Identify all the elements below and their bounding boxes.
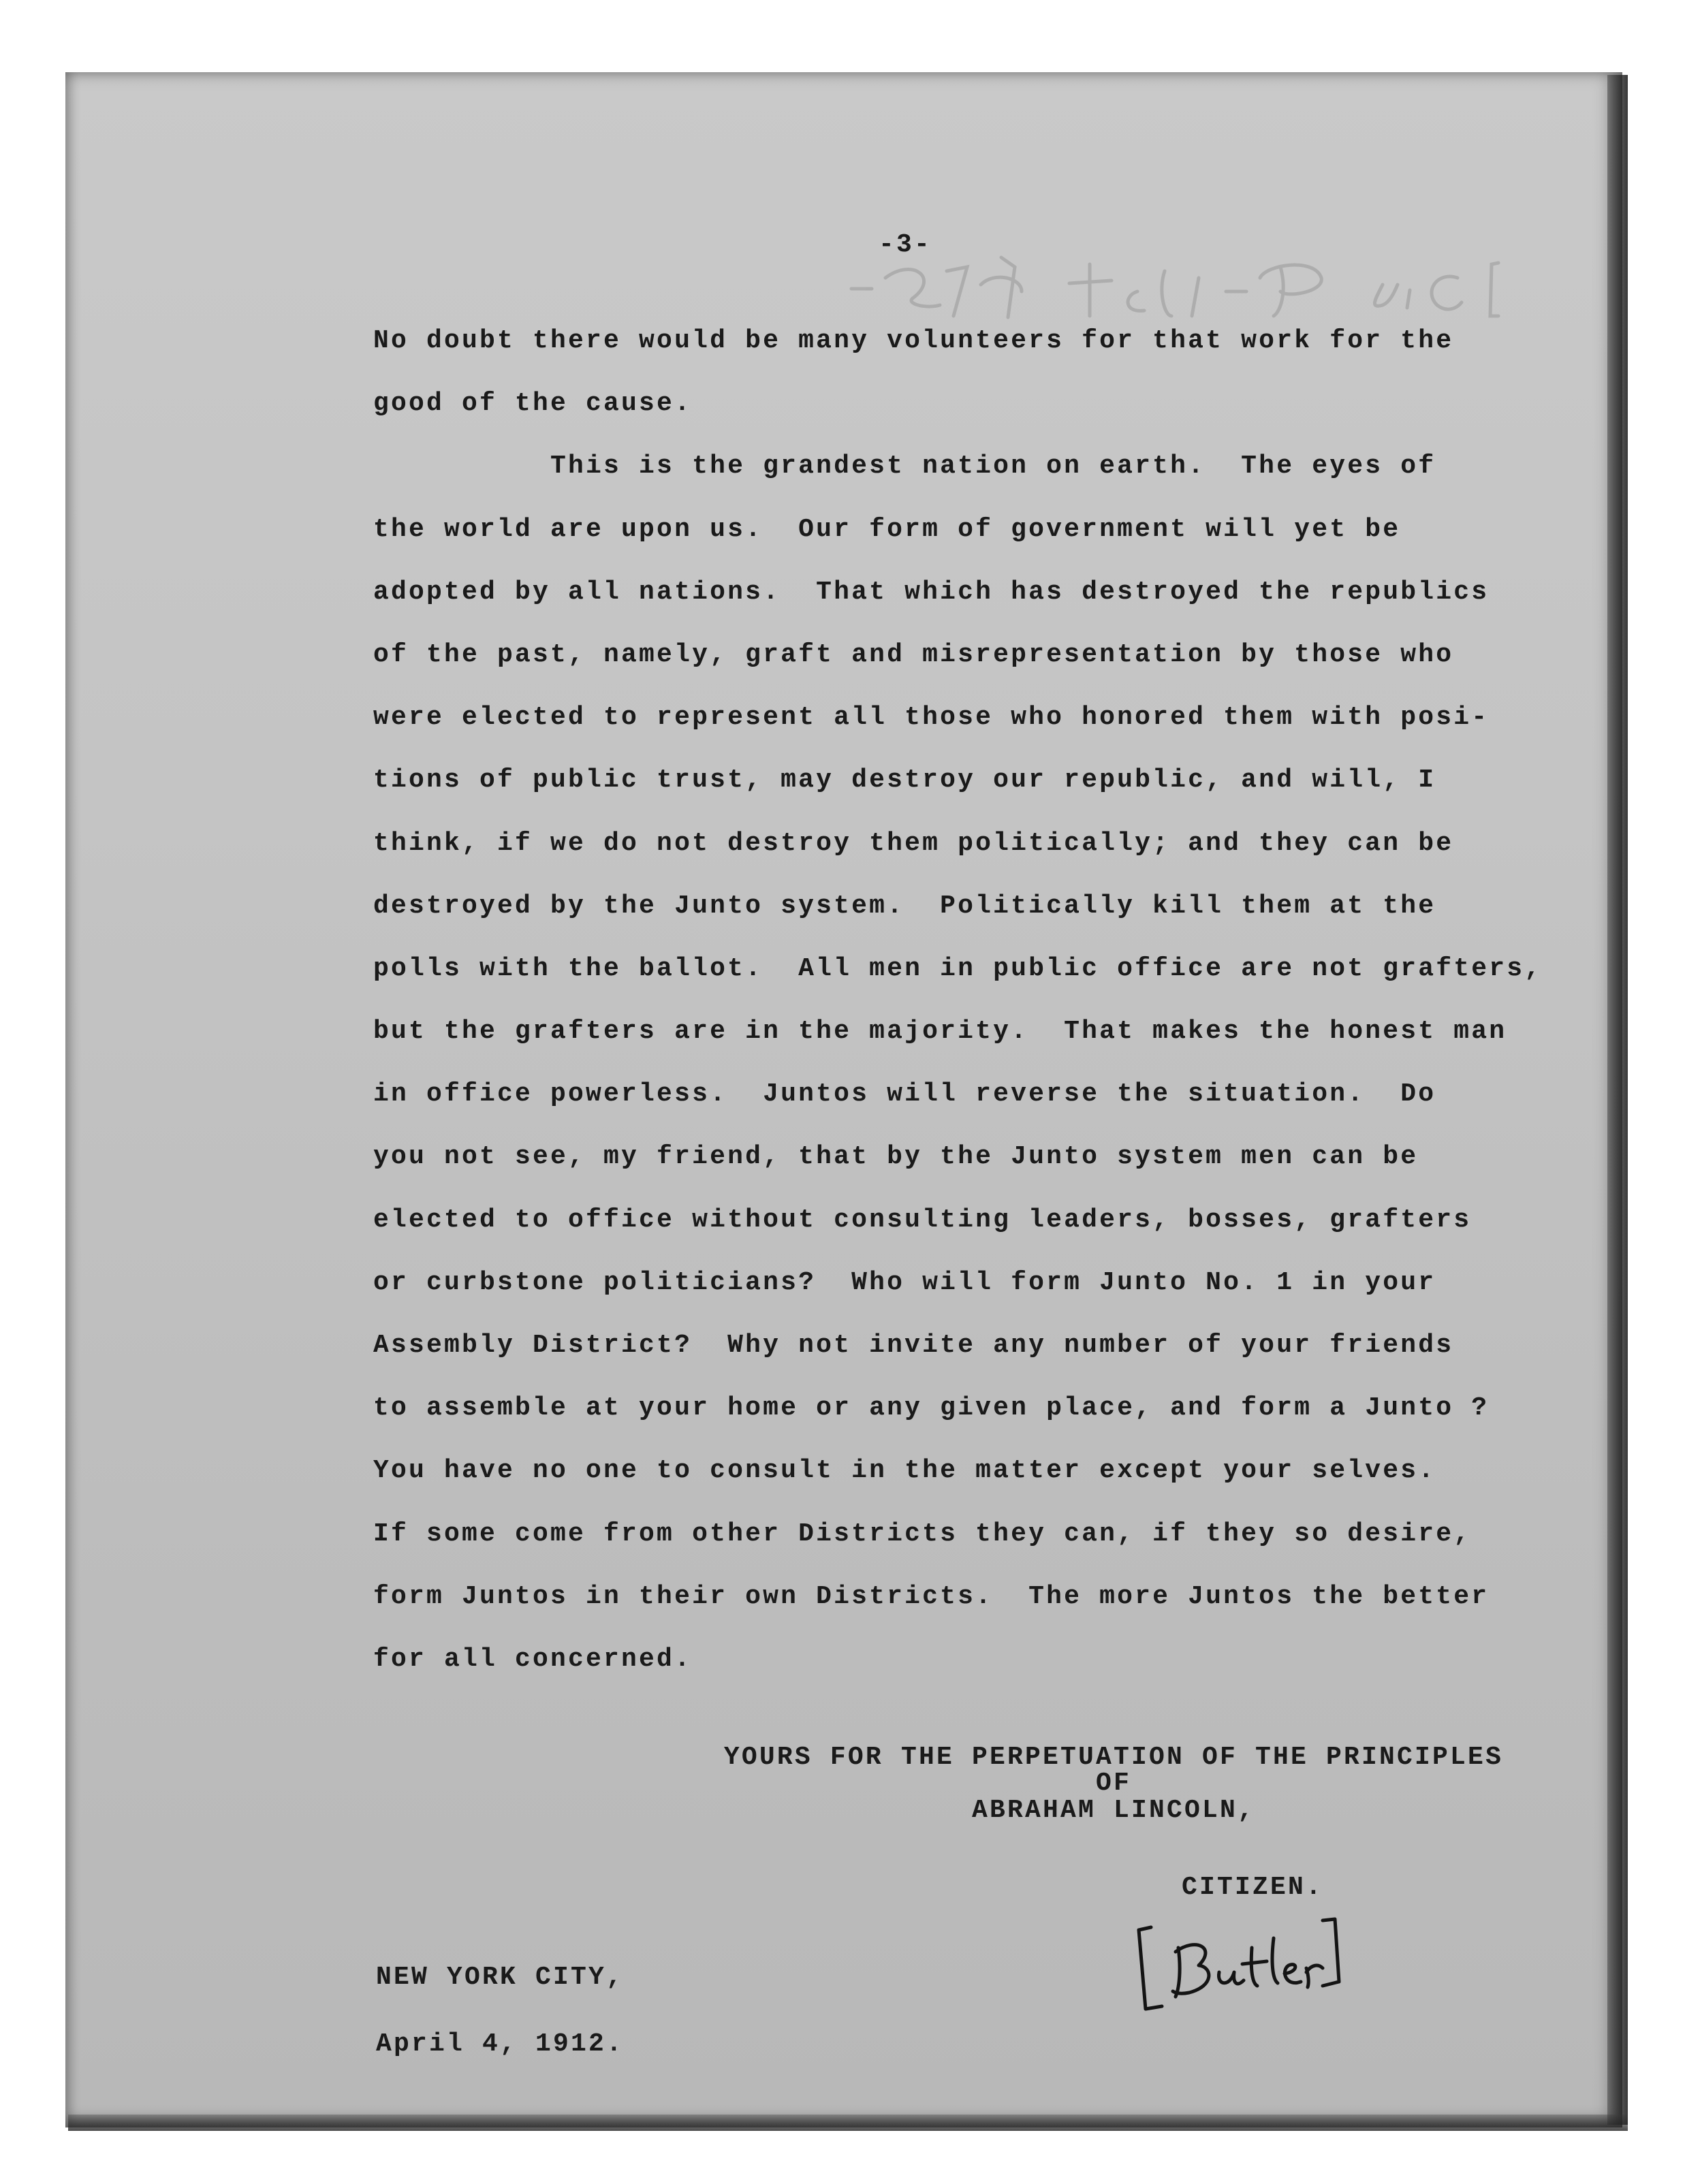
body-line: form Juntos in their own Districts. The more Juntos the better: [373, 1581, 1490, 1611]
letter-body: [373, 326, 1542, 1707]
body-line: but the grafters are in the majority. That makes the honest man: [373, 1017, 1507, 1047]
signoff-citizen: CITIZEN.: [1182, 1873, 1324, 1902]
page-bottom-shadow: [68, 2115, 1628, 2131]
page-edge-shadow: [1607, 75, 1628, 2125]
handwritten-signature: [1131, 1907, 1349, 2016]
body-line: elected to office without consulting leaders, bosses, grafters: [373, 1205, 1472, 1235]
body-line: polls with the ballot. All men in public office are not grafters,: [373, 953, 1543, 983]
date-line: April 4, 1912.: [376, 2029, 625, 2059]
body-line: you not see, my friend, that by the Junto system men can be: [373, 1142, 1419, 1172]
body-line: No doubt there would be many volunteers for that work for the: [373, 326, 1454, 355]
location-line: NEW YORK CITY,: [376, 1963, 625, 1992]
closing-line: ABRAHAM LINCOLN,: [971, 1796, 1256, 1825]
closing-block: [702, 1742, 1526, 1826]
closing-line: YOURS FOR THE PERPETUATION OF THE PRINCIPLES: [723, 1743, 1504, 1772]
body-line: of the past, namely, graft and misrepresentation by those who: [373, 639, 1454, 669]
body-line: to assemble at your home or any given place, and form a Junto ?: [373, 1393, 1490, 1423]
body-line: or curbstone politicians? Who will form Junto No. 1 in your: [373, 1267, 1436, 1297]
body-line: good of the cause.: [373, 389, 693, 419]
body-line: in office powerless. Juntos will reverse the situation. Do: [373, 1079, 1436, 1109]
handwritten-pencil-note: [845, 251, 1526, 326]
body-line: destroyed by the Junto system. Politically kill them at the: [373, 891, 1436, 921]
body-line: tions of public trust, may destroy our republic, and will, I: [373, 765, 1436, 795]
body-line: for all concerned.: [373, 1644, 693, 1674]
page-number: -3-: [879, 230, 932, 259]
body-line: This is the grandest nation on earth. The eyes of: [373, 452, 1436, 481]
body-line: were elected to represent all those who honored them with posi-: [373, 703, 1490, 733]
body-line: think, if we do not destroy them politically; and they can be: [373, 828, 1454, 858]
closing-line: OF: [1095, 1769, 1131, 1798]
body-line: the world are upon us. Our form of government will yet be: [373, 514, 1401, 544]
body-line: Assembly District? Why not invite any number of your friends: [373, 1331, 1454, 1360]
body-line: You have no one to consult in the matter except your selves.: [373, 1456, 1436, 1486]
body-line: If some come from other Districts they can, if they so desire,: [373, 1519, 1472, 1549]
body-line: adopted by all nations. That which has destroyed the republics: [373, 577, 1490, 607]
